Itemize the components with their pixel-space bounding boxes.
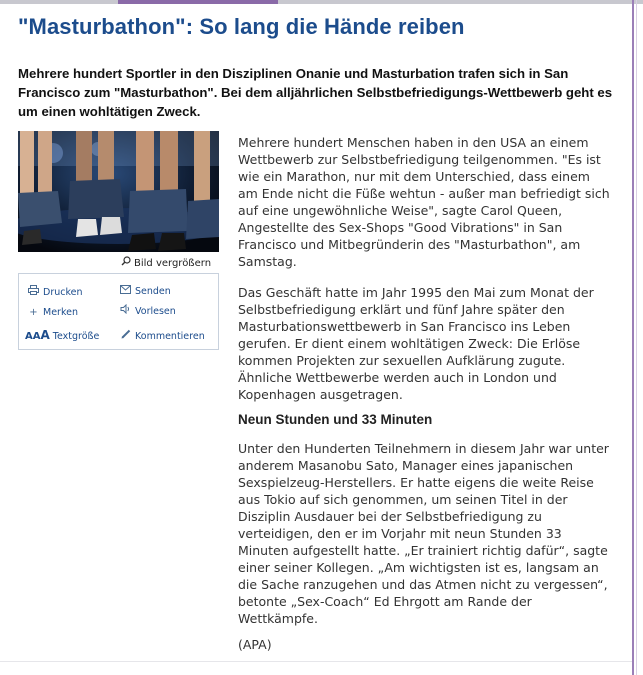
- top-accent-bar: [118, 0, 278, 4]
- print-label: Drucken: [43, 287, 83, 298]
- comment-button[interactable]: [119, 329, 205, 342]
- bottom-divider: [0, 661, 632, 662]
- printer-icon: [27, 285, 40, 298]
- magnifier-icon: [120, 256, 131, 269]
- read-aloud-button[interactable]: [119, 304, 176, 317]
- font-size-button[interactable]: [25, 328, 99, 342]
- article-title: "Masturbathon": So lang die Hände reiben: [18, 14, 465, 39]
- print-button[interactable]: [27, 285, 83, 298]
- send-label: Senden: [135, 286, 171, 297]
- read-aloud-label: Vorlesen: [135, 306, 176, 317]
- article-paragraph: Unter den Hunderten Teilnehmern in diesem Jahr war unter anderem Masanobu Sato, Manager eines japanischen Sexspielzeug-Herstellers. Er hatte eigens die weite Reise aus Tokio auf sich genommen, um seinen Titel in der Disziplin Ausdauer bei der Selbstbefriedigung zu verteidigen, den er im Vorjahr mit neun Stunden 33 Minuten aufgestellt hatte. „Er trainiert richtig dafür“, sagte einer seiner Kollegen. „Am wichtigsten ist es, langsam an die Sache ranzugehen und das Atmen nicht zu vergessen“, betonte „Sex-Coach“ Ed Ehrgott am Rande der Wettkämpfe.: [238, 441, 609, 626]
- bookmark-button[interactable]: [27, 307, 78, 318]
- photo-image: [18, 131, 219, 252]
- article-subheading: Neun Stunden und 33 Minuten: [238, 412, 433, 427]
- enlarge-label: Bild vergrößern: [134, 258, 212, 269]
- article-tools-box: [18, 273, 219, 350]
- speaker-icon: [119, 304, 132, 317]
- article-paragraph: Mehrere hundert Menschen haben in den USA an einem Wettbewerb zur Selbstbefriedigung teilgenommen. "Es ist wie ein Marathon, nur mit dem Unterschied, dass einem am Ende nicht die Füße wehtun - außer man befriedigt sich auf eine ungewöhnliche Weise", sagte Carol Queen, Angestellte des Sex-Shops "Good Vibrations" in San Francisco und Mitbegründerin des "Masturbathon", am Samstag.: [238, 135, 610, 269]
- article-source: (APA): [238, 637, 272, 652]
- enlarge-image-link[interactable]: [120, 256, 211, 269]
- font-size-label: Textgröße: [52, 331, 100, 342]
- font-size-icon: AAA: [25, 328, 50, 342]
- envelope-icon: [119, 285, 132, 297]
- send-button[interactable]: [119, 285, 171, 297]
- right-border-light: [636, 0, 637, 675]
- pencil-icon: [119, 329, 132, 342]
- right-border: [632, 0, 634, 675]
- top-bar: [0, 0, 643, 4]
- comment-label: Kommentieren: [135, 331, 205, 342]
- bookmark-label: Merken: [43, 307, 78, 318]
- article-photo[interactable]: [18, 131, 219, 252]
- article-lead: Mehrere hundert Sportler in den Disziplinen Onanie und Masturbation trafen sich in San Francisco zum "Masturbathon". Bei dem alljährlichen Selbstbefriedigungs-Wettbewerb geht es um einen wohltätigen Zweck.: [18, 66, 613, 119]
- article-paragraph: Das Geschäft hatte im Jahr 1995 den Mai zum Monat der Selbstbefriedigung erklärt und fünf Jahre später den Masturbationswettbewerb in San Francisco ins Leben gerufen. Er dient einem wohltätigen Zweck: Die Erlöse kommen Projekten zur sexuellen Aufklärung zugute. Ähnliche Wettbewerbe werden auch in London und Kopenhagen ausgetragen.: [238, 285, 594, 402]
- plus-icon: +: [29, 307, 38, 318]
